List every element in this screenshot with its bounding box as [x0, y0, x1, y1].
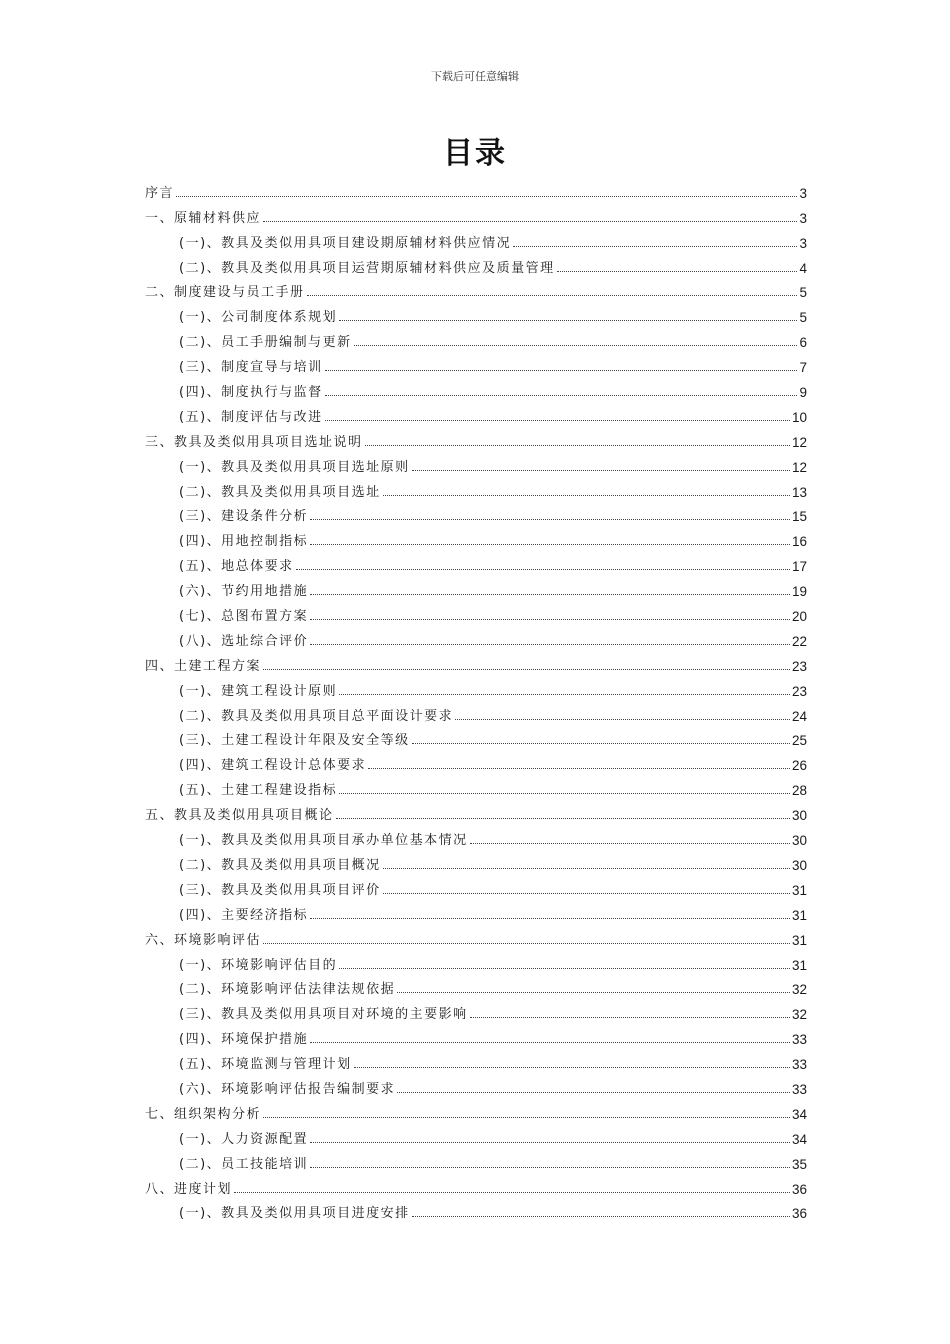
toc-entry-page: 19 [791, 584, 807, 600]
toc-leader-dots [383, 868, 790, 869]
toc-entry-title: 四、土建工程方案 [145, 658, 262, 674]
toc-entry-title: (四)、环境保护措施 [179, 1032, 309, 1048]
toc-entry-page: 30 [791, 808, 807, 824]
toc-entry-page: 15 [791, 509, 807, 525]
toc-entry-page: 34 [791, 1106, 807, 1122]
toc-entry[interactable] [145, 724, 807, 749]
toc-entry[interactable] [145, 1022, 807, 1047]
toc-leader-dots [310, 544, 790, 545]
toc-entry-title: 五、教具及类似用具项目概论 [145, 808, 334, 824]
toc-entry-title: (三)、制度宣导与培训 [179, 360, 323, 376]
toc-leader-dots [339, 320, 797, 321]
toc-entry[interactable] [145, 475, 807, 500]
toc-entry[interactable] [145, 276, 807, 301]
toc-entry-page: 16 [791, 534, 807, 550]
toc-leader-dots [397, 1092, 790, 1093]
toc-entry[interactable] [145, 973, 807, 998]
toc-entry[interactable] [145, 1047, 807, 1072]
toc-leader-dots [513, 246, 797, 247]
toc-entry-page: 9 [799, 385, 807, 401]
toc-leader-dots [412, 470, 790, 471]
toc-entry-title: 七、组织架构分析 [145, 1106, 262, 1122]
toc-entry[interactable] [145, 574, 807, 599]
toc-entry[interactable] [145, 450, 807, 475]
toc-entry-title: (一)、公司制度体系规划 [179, 310, 338, 326]
toc-leader-dots [412, 743, 790, 744]
toc-entry-title: (二)、环境影响评估法律法规依据 [179, 982, 396, 998]
toc-leader-dots [263, 943, 790, 944]
toc-leader-dots [365, 445, 790, 446]
toc-entry-page: 5 [799, 310, 807, 326]
toc-leader-dots [263, 669, 790, 670]
toc-leader-dots [470, 843, 790, 844]
toc-entry-title: 序言 [145, 185, 175, 201]
toc-entry[interactable] [145, 176, 807, 201]
toc-entry-title: (六)、节约用地措施 [179, 584, 309, 600]
toc-entry-page: 3 [799, 235, 807, 251]
toc-entry-title: (三)、土建工程设计年限及安全等级 [179, 733, 410, 749]
toc-entry[interactable] [145, 549, 807, 574]
toc-leader-dots [325, 420, 790, 421]
toc-entry-page: 31 [791, 932, 807, 948]
toc-entry-title: (五)、地总体要求 [179, 559, 294, 575]
toc-leader-dots [470, 1017, 790, 1018]
toc-entry[interactable] [145, 848, 807, 873]
toc-leader-dots [176, 196, 797, 197]
toc-entry-title: (三)、教具及类似用具项目对环境的主要影响 [179, 1007, 468, 1023]
toc-entry[interactable] [145, 624, 807, 649]
toc-entry[interactable] [145, 898, 807, 923]
toc-entry-page: 30 [791, 857, 807, 873]
toc-entry-page: 23 [791, 683, 807, 699]
toc-entry-title: (五)、制度评估与改进 [179, 409, 323, 425]
toc-entry-title: (五)、土建工程建设指标 [179, 783, 338, 799]
toc-leader-dots [339, 793, 790, 794]
toc-leader-dots [310, 619, 790, 620]
toc-entry-title: 一、原辅材料供应 [145, 210, 262, 226]
toc-entry-page: 35 [791, 1156, 807, 1172]
toc-leader-dots [336, 818, 790, 819]
toc-leader-dots [383, 495, 790, 496]
toc-entry[interactable] [145, 773, 807, 798]
toc-entry-page: 31 [791, 907, 807, 923]
toc-leader-dots [310, 644, 790, 645]
toc-entry-title: (三)、建设条件分析 [179, 509, 309, 525]
toc-entry-title: (二)、教具及类似用具项目概况 [179, 857, 381, 873]
toc-entry-page: 33 [791, 1032, 807, 1048]
toc-entry-page: 7 [799, 360, 807, 376]
toc-entry-title: (四)、用地控制指标 [179, 534, 309, 550]
toc-entry[interactable] [145, 1197, 807, 1222]
toc-leader-dots [310, 594, 790, 595]
toc-entry-title: (二)、教具及类似用具项目选址 [179, 484, 381, 500]
toc-entry[interactable] [145, 798, 807, 823]
toc-entry-page: 30 [791, 833, 807, 849]
toc-leader-dots [325, 370, 798, 371]
toc-leader-dots [412, 1216, 790, 1217]
toc-leader-dots [354, 1067, 790, 1068]
toc-entry-title: (一)、人力资源配置 [179, 1131, 309, 1147]
toc-leader-dots [557, 271, 798, 272]
toc-entry[interactable] [145, 500, 807, 525]
toc-entry-title: (一)、建筑工程设计原则 [179, 683, 338, 699]
toc-entry[interactable] [145, 201, 807, 226]
toc-entry[interactable] [145, 400, 807, 425]
toc-leader-dots [310, 918, 790, 919]
toc-entry[interactable] [145, 1122, 807, 1147]
toc-entry-page: 28 [791, 783, 807, 799]
toc-entry[interactable] [145, 674, 807, 699]
toc-leader-dots [310, 1167, 790, 1168]
toc-entry-page: 10 [791, 409, 807, 425]
toc-entry-title: 二、制度建设与员工手册 [145, 285, 305, 301]
toc-entry-page: 25 [791, 733, 807, 749]
toc-leader-dots [263, 221, 797, 222]
toc-leader-dots [310, 1142, 790, 1143]
toc-entry-title: (一)、教具及类似用具项目选址原则 [179, 459, 410, 475]
toc-entry-page: 6 [799, 335, 807, 351]
toc-entry-title: (四)、主要经济指标 [179, 907, 309, 923]
toc-entry-page: 4 [799, 260, 807, 276]
toc-leader-dots [397, 992, 790, 993]
toc-leader-dots [383, 893, 790, 894]
toc-entry-title: (二)、教具及类似用具项目运营期原辅材料供应及质量管理 [179, 260, 555, 276]
toc-entry[interactable] [145, 1147, 807, 1172]
toc-entry-title: (二)、员工手册编制与更新 [179, 335, 352, 351]
toc-entry-page: 12 [791, 434, 807, 450]
toc-entry-page: 34 [791, 1131, 807, 1147]
toc-entry[interactable] [145, 699, 807, 724]
toc-entry[interactable] [145, 948, 807, 973]
toc-entry[interactable] [145, 524, 807, 549]
toc-entry-title: (六)、环境影响评估报告编制要求 [179, 1081, 396, 1097]
toc-entry[interactable] [145, 350, 807, 375]
toc-entry-page: 5 [799, 285, 807, 301]
toc-entry-page: 17 [791, 559, 807, 575]
toc-entry-page: 3 [799, 210, 807, 226]
toc-entry[interactable] [145, 300, 807, 325]
toc-leader-dots [339, 968, 790, 969]
table-of-contents [145, 176, 807, 1221]
toc-entry[interactable] [145, 873, 807, 898]
toc-entry[interactable] [145, 649, 807, 674]
toc-leader-dots [296, 569, 790, 570]
toc-leader-dots [234, 1192, 790, 1193]
toc-entry-page: 13 [791, 484, 807, 500]
toc-entry[interactable] [145, 748, 807, 773]
toc-entry-page: 12 [791, 459, 807, 475]
toc-entry-title: (四)、制度执行与监督 [179, 385, 323, 401]
toc-entry-page: 36 [791, 1181, 807, 1197]
toc-entry[interactable] [145, 226, 807, 251]
toc-entry-title: (七)、总图布置方案 [179, 609, 309, 625]
toc-entry[interactable] [145, 325, 807, 350]
toc-entry-title: (二)、员工技能培训 [179, 1156, 309, 1172]
toc-entry-page: 31 [791, 882, 807, 898]
toc-leader-dots [307, 295, 798, 296]
page-title: 目录 [443, 136, 507, 171]
toc-entry[interactable] [145, 599, 807, 624]
toc-entry-title: (一)、教具及类似用具项目进度安排 [179, 1206, 410, 1222]
toc-leader-dots [354, 345, 798, 346]
toc-entry-title: (二)、教具及类似用具项目总平面设计要求 [179, 708, 454, 724]
toc-entry[interactable] [145, 1172, 807, 1197]
toc-leader-dots [310, 1042, 790, 1043]
toc-leader-dots [310, 519, 790, 520]
toc-entry-page: 33 [791, 1057, 807, 1073]
toc-entry[interactable] [145, 375, 807, 400]
toc-entry[interactable] [145, 997, 807, 1022]
toc-entry-title: 三、教具及类似用具项目选址说明 [145, 434, 363, 450]
page-header: 下载后可任意编辑 [431, 70, 519, 83]
toc-entry-title: 六、环境影响评估 [145, 932, 262, 948]
toc-entry[interactable] [145, 251, 807, 276]
toc-entry-page: 24 [791, 708, 807, 724]
toc-entry-title: (一)、教具及类似用具项目承办单位基本情况 [179, 833, 468, 849]
toc-entry-page: 32 [791, 982, 807, 998]
toc-entry-title: (八)、选址综合评价 [179, 633, 309, 649]
toc-entry-title: (五)、环境监测与管理计划 [179, 1057, 352, 1073]
toc-leader-dots [368, 768, 790, 769]
toc-entry-title: (三)、教具及类似用具项目评价 [179, 882, 381, 898]
toc-entry-page: 32 [791, 1007, 807, 1023]
toc-entry[interactable] [145, 1097, 807, 1122]
toc-entry-page: 23 [791, 658, 807, 674]
toc-entry[interactable] [145, 425, 807, 450]
toc-entry[interactable] [145, 1072, 807, 1097]
toc-entry[interactable] [145, 823, 807, 848]
toc-entry-title: (一)、教具及类似用具项目建设期原辅材料供应情况 [179, 235, 512, 251]
toc-entry-page: 33 [791, 1081, 807, 1097]
toc-entry[interactable] [145, 923, 807, 948]
toc-entry-page: 36 [791, 1206, 807, 1222]
toc-entry-page: 26 [791, 758, 807, 774]
toc-entry-title: 八、进度计划 [145, 1181, 233, 1197]
toc-entry-page: 22 [791, 633, 807, 649]
toc-entry-title: (四)、建筑工程设计总体要求 [179, 758, 367, 774]
toc-entry-title: (一)、环境影响评估目的 [179, 957, 338, 973]
toc-entry-page: 3 [799, 185, 807, 201]
toc-entry-page: 20 [791, 609, 807, 625]
toc-leader-dots [325, 395, 798, 396]
toc-entry-page: 31 [791, 957, 807, 973]
toc-leader-dots [339, 694, 790, 695]
toc-leader-dots [455, 719, 790, 720]
toc-leader-dots [263, 1117, 790, 1118]
